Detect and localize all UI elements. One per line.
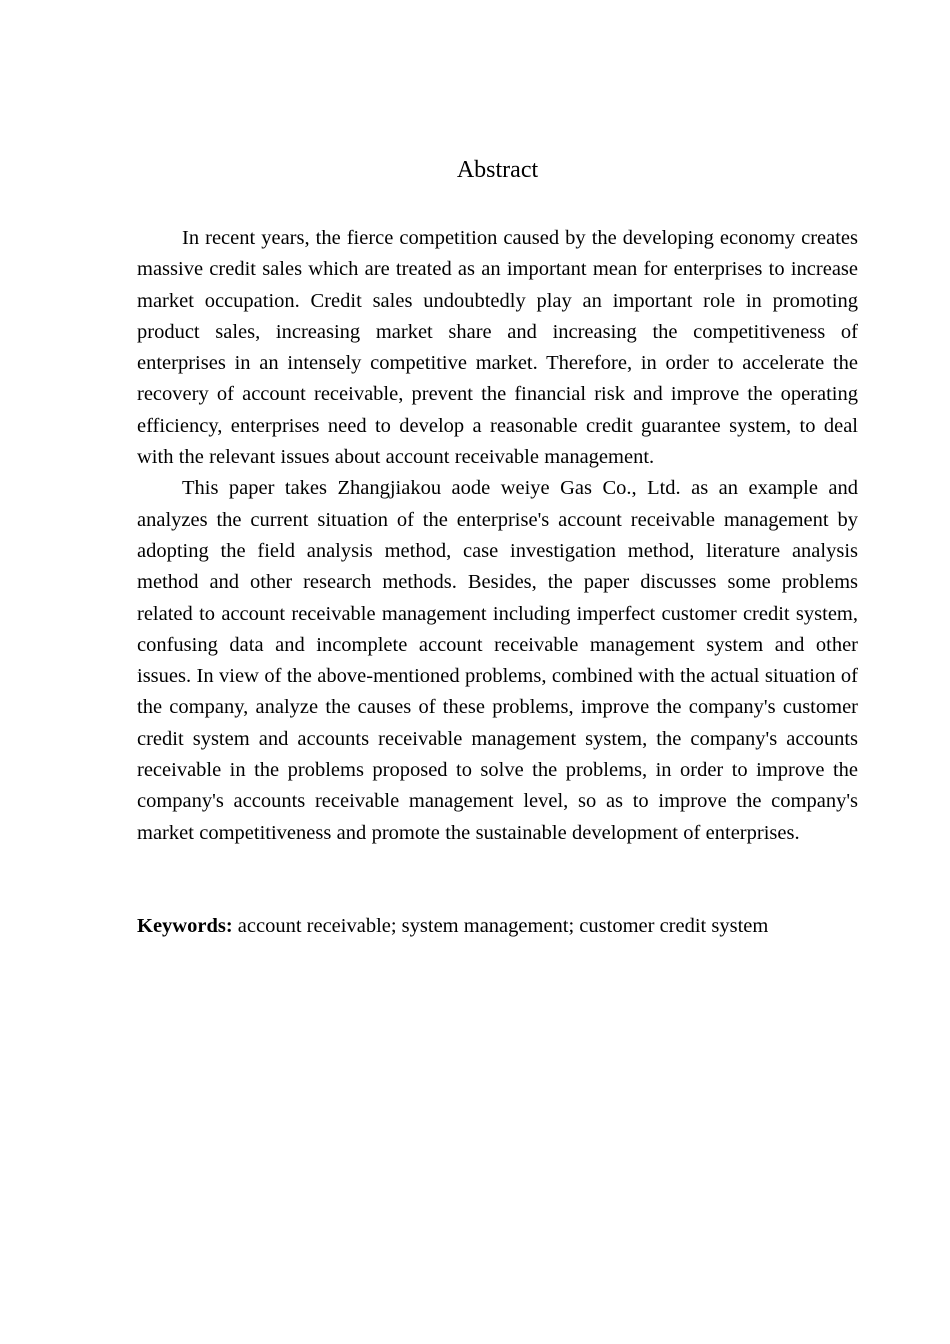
page-title: Abstract (456, 157, 539, 183)
abstract-body (137, 185, 858, 849)
keywords-line (137, 849, 858, 942)
paragraph: In recent years, the fierce competition caused by the developing economy creates massive credit sales which are treated as an important mean for enterprises to increase market occupation. Credit sales undoubtedly play an important role in promoting product sales, increasing market share and increasing the competitiveness of enterprises in an intensely competitive market. Therefore, in order to accelerate the recovery of account receivable, prevent the financial risk and improve the operating efficiency, enterprises need to develop a reasonable credit guarantee system, to deal with the relevant issues about account receivable management. (137, 227, 858, 469)
keywords-label: Keywords: (137, 914, 233, 937)
paragraph: This paper takes Zhangjiakou aode weiye Gas Co., Ltd. as an example and analyzes the current situation of the enterprise's account receivable management by adopting the field analysis method, case investigation method, literature analysis method and other research methods. Besides, the paper discusses some problems related to account receivable management including imperfect customer credit system, confusing data and incomplete account receivable management system and other issues. In view of the above-mentioned problems, combined with the actual situation of the company, analyze the causes of these problems, improve the company's customer credit system and accounts receivable management system, the company's accounts receivable in the problems proposed to solve the problems, in order to improve the company's accounts receivable management level, so as to improve the company's market competitiveness and promote the sustainable development of enterprises. (137, 477, 858, 844)
keywords-value: account receivable; system management; customer credit system (237, 914, 769, 937)
text-column (137, 0, 858, 942)
